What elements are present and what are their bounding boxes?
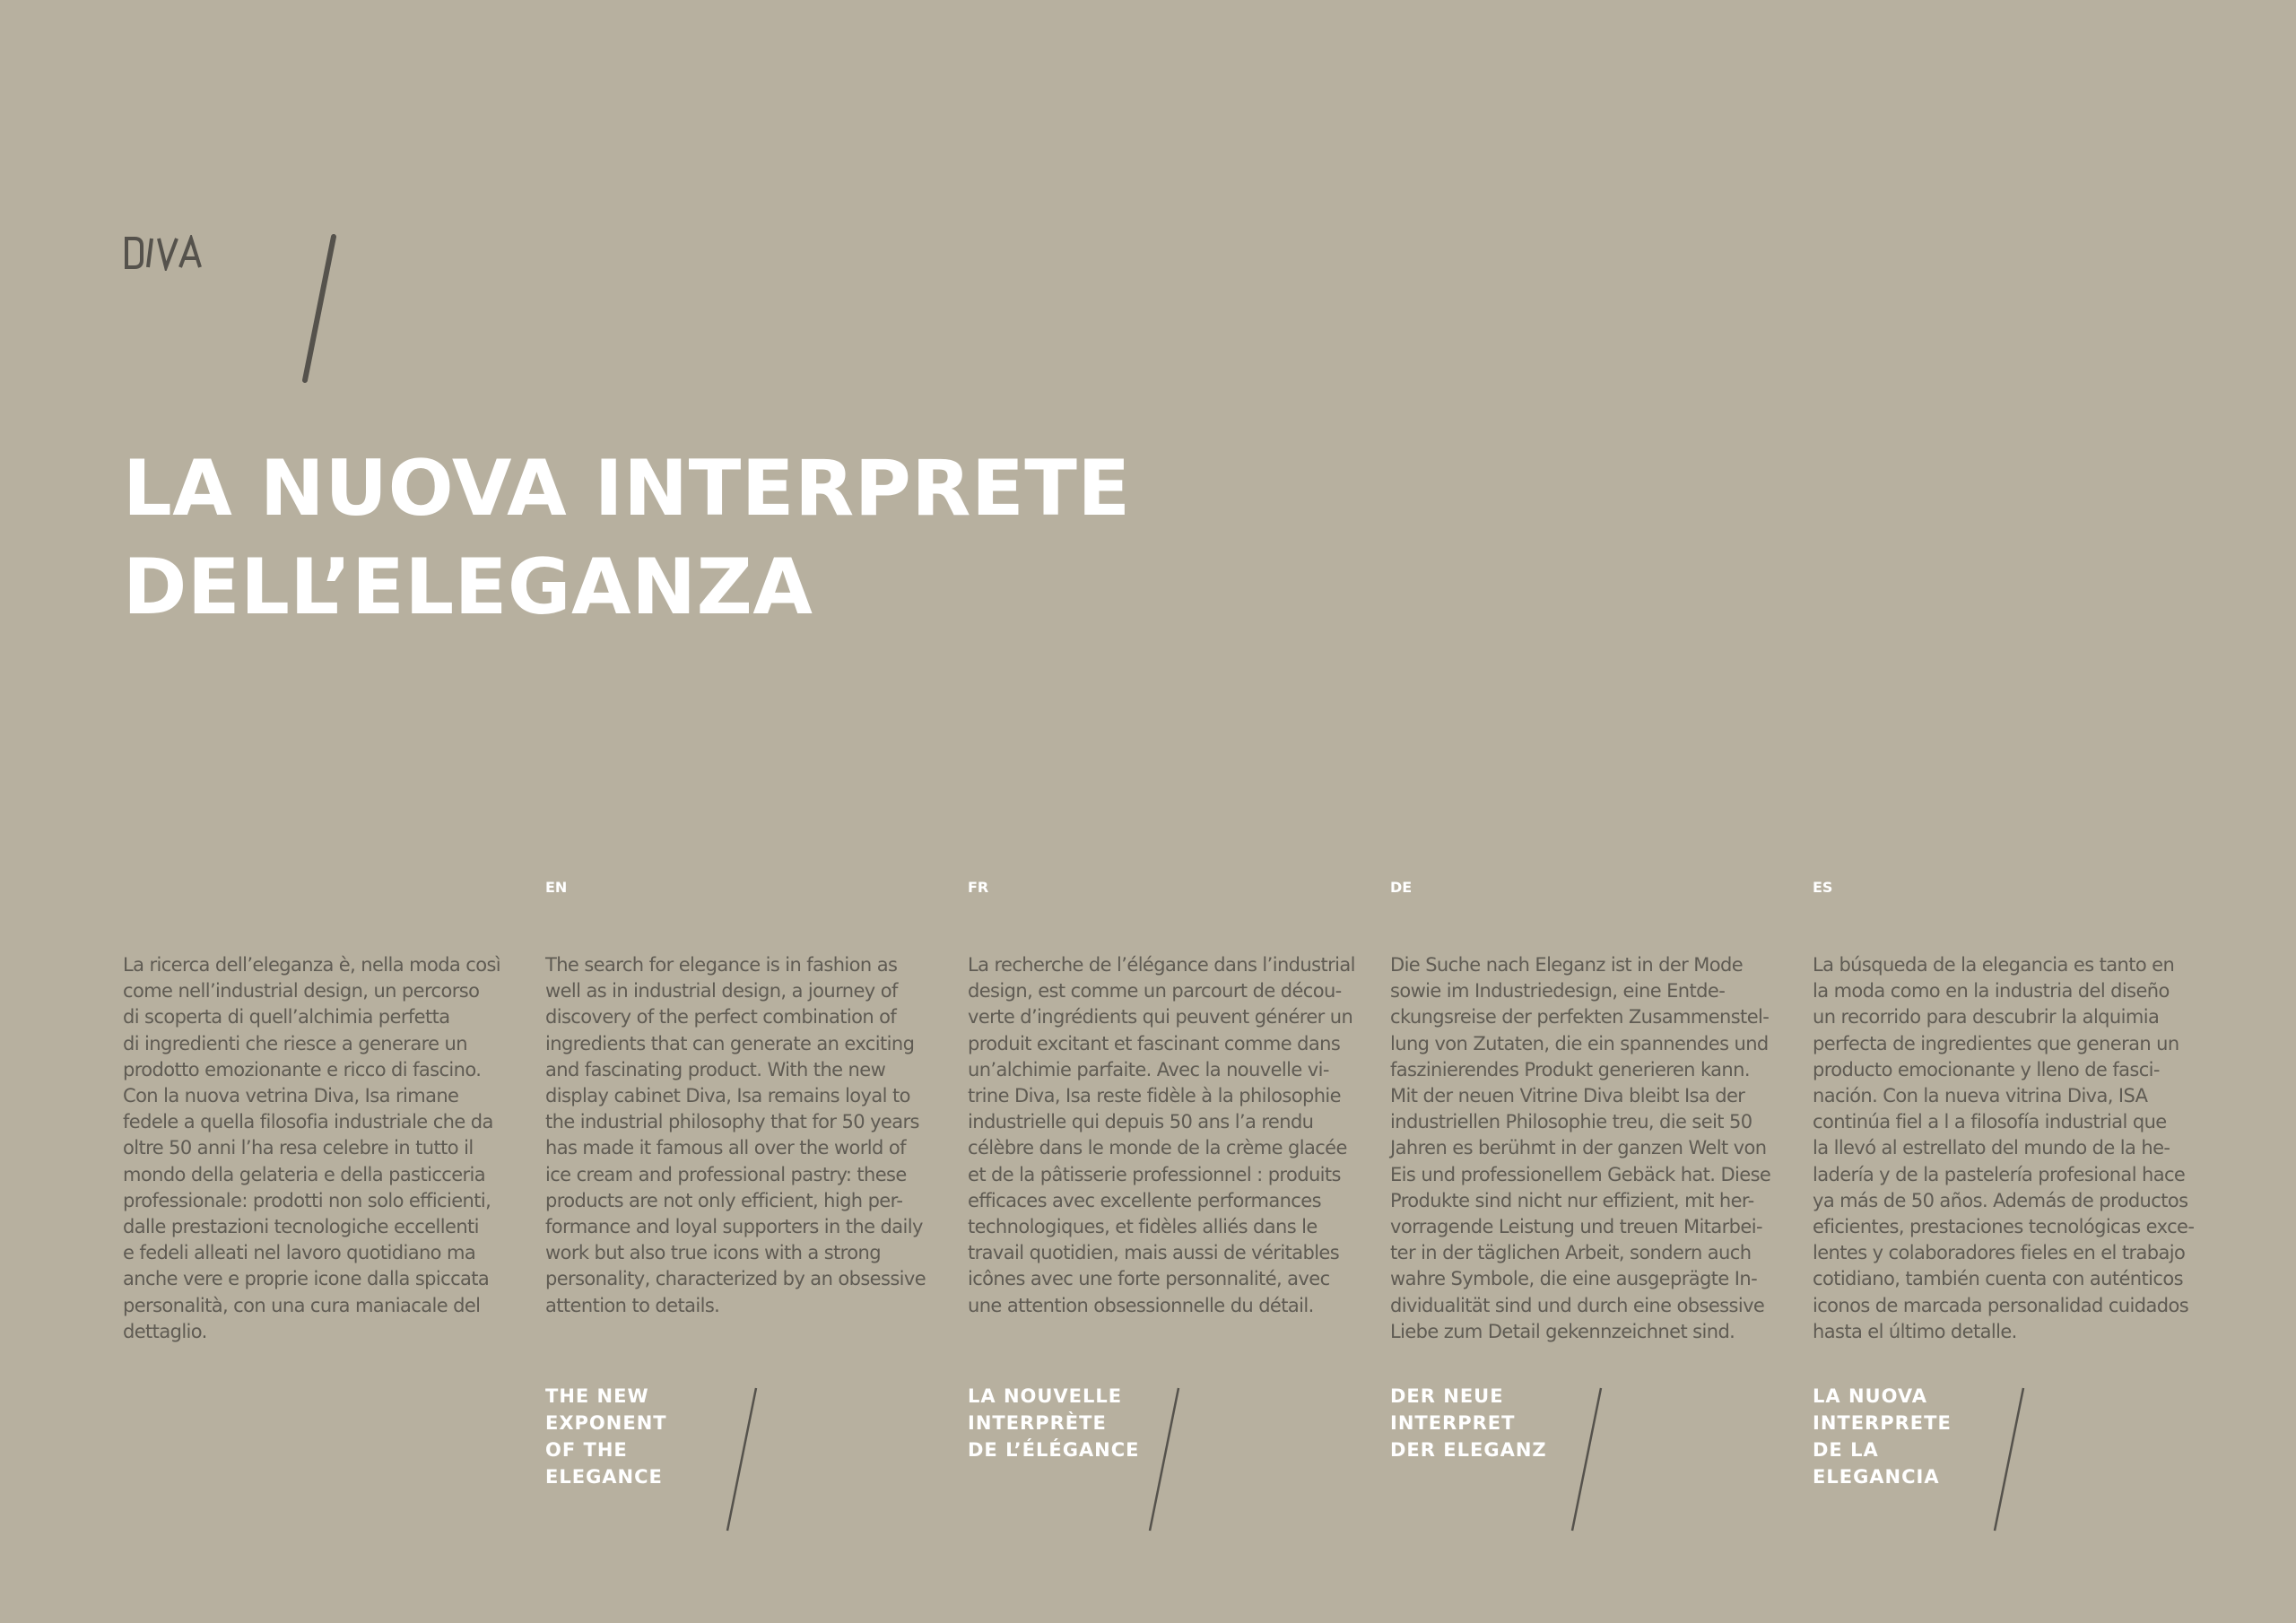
subtitle-en: THE NEW EXPONENT OF THE ELEGANCE (545, 1385, 667, 1488)
page-title-line-2: DELL’ELEGANZA (123, 542, 813, 632)
subtitle-fr: LA NOUVELLE INTERPRÈTE DE L’ÉLÉGANCE (968, 1385, 1140, 1461)
logo-letter-i (148, 239, 152, 267)
decorative-slash-de (1570, 1385, 1605, 1533)
diva-logo (123, 235, 204, 271)
lang-code-es: ES (1813, 879, 1833, 896)
decorative-slash-en (725, 1385, 761, 1533)
decorative-slash-fr (1147, 1385, 1183, 1533)
body-text-fr: La recherche de l’élégance dans l’industrial design, est comme un parcourt de décou- verte d’ingrédients qui peuvent générer un produit excitant et fascinant comme dans un’alchimie parfaite. Avec la nouvelle vi- trine Diva, Isa reste fidèle à la philosophie industrielle qui depuis 50 ans l’a rendu célèbre dans le monde de la crème glacée et de la pâtisserie professionnel : produits efficaces avec excellente performances technologiques, et fidèles alliés dans le travail quotidien, mais aussi de véritables icônes avec une forte personnalité, avec une attention obsessionnelle du détail. (968, 954, 1355, 1316)
page-title (123, 439, 1131, 637)
subtitle-de: DER NEUE INTERPRET DER ELEGANZ (1390, 1385, 1547, 1461)
body-text-it: La ricerca dell’eleganza è, nella moda così come nell’industrial design, un percorso di scoperta di quell’alchimia perfetta di ingredienti che riesce a generare un prodotto emozionante e ricco di fascino. Con la nuova vetrina Diva, Isa rimane fedele a quella filosofia industriale che da oltre 50 anni l’ha resa celebre in tutto il mondo della gelateria e della pasticceria professionale: prodotti non solo efficienti, dalle prestazioni tecnologiche eccellenti e fedeli alleati nel lavoro quotidiano ma anche vere e proprie icone dalla spiccata personalità, con una cura maniacale del dettaglio. (123, 954, 501, 1342)
page-title-line-1: LA NUOVA INTERPRETE (123, 444, 1131, 534)
subtitle-es: LA NUOVA INTERPRETE DE LA ELEGANCIA (1813, 1385, 1952, 1488)
decorative-slash-large (296, 233, 341, 386)
diva-logo-mark (123, 235, 204, 271)
logo-letter-a (180, 239, 200, 267)
body-text-es: La búsqueda de la elegancia es tanto en la moda como en la industria del diseño un recorrido para descubrir la alquimia perfecta de ingredientes que generan un producto emocionante y lleno de fasci- nación. Con la nueva vitrina Diva, ISA continúa fiel a l a filosofía industrial que la llevó al estrellato del mundo de la he- ladería y de la pastelería profesional hace ya más de 50 años. Además de productos eficientes, prestaciones tecnológicas exce- lentes y colaboradores fieles en el trabajo cotidiano, también cuenta con auténticos iconos de marcada personalidad cuidados hasta el último detalle. (1813, 954, 2195, 1342)
logo-letter-v (159, 239, 177, 267)
body-text-en: The search for elegance is in fashion as well as in industrial design, a journey of discovery of the perfect combination of ingredients that can generate an exciting and fascinating product. With the new display cabinet Diva, Isa remains loyal to the industrial philosophy that for 50 years has made it famous all over the world of ice cream and professional pastry: these products are not only efficient, high per- formance and loyal supporters in the daily work but also true icons with a strong personality, characterized by an obsessive attention to details. (545, 954, 926, 1316)
lang-code-de: DE (1390, 879, 1413, 896)
lang-code-fr: FR (968, 879, 989, 896)
logo-letter-d (126, 239, 142, 267)
body-text-de: Die Suche nach Eleganz ist in der Mode sowie im Industriedesign, eine Entde- ckungsreise der perfekten Zusammenstel- lung von Zutaten, die ein spannendes und faszinierendes Produkt generieren kann. Mit der neuen Vitrine Diva bleibt Isa der industriellen Philosophie treu, die seit 50 Jahren es berühmt in der ganzen Welt von Eis und professionellem Gebäck hat. Diese Produkte sind nicht nur effizient, mit her- vorragende Leistung und treuen Mitarbei- ter in der täglichen Arbeit, sondern auch wahre Symbole, die eine ausgeprägte In- dividualität sind und durch eine obsessive Liebe zum Detail gekennzeichnet sind. (1390, 954, 1771, 1342)
decorative-slash-es (1992, 1385, 2028, 1533)
lang-code-en: EN (545, 879, 568, 896)
